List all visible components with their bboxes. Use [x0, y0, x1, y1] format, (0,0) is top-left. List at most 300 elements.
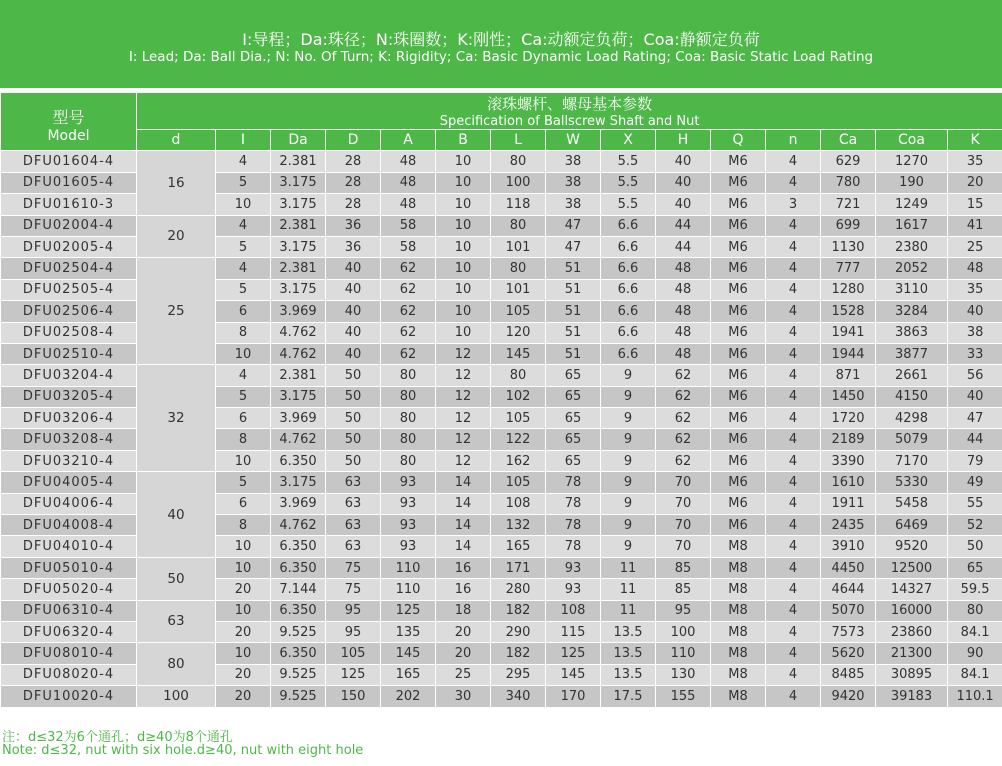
value-cell: 62	[656, 450, 711, 471]
value-cell: 6.6	[601, 215, 656, 236]
value-cell: 93	[546, 557, 601, 578]
value-cell: M6	[711, 322, 766, 343]
value-cell: 721	[821, 194, 876, 215]
value-cell: 5.5	[601, 194, 656, 215]
value-cell: 5	[216, 172, 271, 193]
legend-en: I: Lead; Da: Ball Dia.; N: No. Of Turn; K: Rigidity; Ca: Basic Dynamic Load Rating; Coa: Basic Static Load Rating	[128, 49, 874, 65]
value-cell: 20	[216, 664, 271, 685]
table-row	[1, 472, 1002, 493]
note-cn: 注：d≤32为6个通孔；d≥40为8个通孔	[2, 730, 233, 745]
value-cell: 48	[656, 322, 711, 343]
value-cell: 35	[948, 279, 1002, 300]
value-cell: 7.144	[271, 579, 326, 600]
value-cell: 4	[216, 215, 271, 236]
value-cell: 17.5	[601, 686, 656, 707]
value-cell: 58	[381, 215, 436, 236]
model-cell: DFU03206-4	[1, 408, 137, 429]
value-cell: 132	[491, 515, 546, 536]
model-cell: DFU04010-4	[1, 536, 137, 557]
ballscrew-spec-table	[0, 92, 1002, 708]
value-cell: 4	[766, 301, 821, 322]
value-cell: 18	[436, 600, 491, 621]
value-cell: 780	[821, 172, 876, 193]
value-cell: 84.1	[948, 621, 1002, 642]
value-cell: 280	[491, 579, 546, 600]
value-cell: 11	[601, 600, 656, 621]
value-cell: 41	[948, 215, 1002, 236]
table-row	[1, 215, 1002, 236]
value-cell: M6	[711, 194, 766, 215]
value-cell: 48	[948, 258, 1002, 279]
value-cell: 75	[326, 579, 381, 600]
value-cell: 9	[601, 408, 656, 429]
value-cell: 3910	[821, 536, 876, 557]
legend-cn: I:导程；Da:珠径；N:珠圈数；K:刚性；Ca:动额定负荷；Coa:静额定负荷	[242, 30, 760, 49]
value-cell: 4	[766, 408, 821, 429]
value-cell: 162	[491, 450, 546, 471]
value-cell: 70	[656, 515, 711, 536]
value-cell: 51	[546, 322, 601, 343]
value-cell: 62	[656, 408, 711, 429]
value-cell: 3.175	[271, 236, 326, 257]
value-cell: M6	[711, 386, 766, 407]
value-cell: 38	[546, 194, 601, 215]
value-cell: 6.6	[601, 236, 656, 257]
value-cell: M8	[711, 557, 766, 578]
value-cell: 25	[436, 664, 491, 685]
value-cell: 63	[326, 472, 381, 493]
value-cell: M8	[711, 621, 766, 642]
shaft-diameter-cell: 50	[137, 557, 216, 600]
value-cell: 78	[546, 515, 601, 536]
value-cell: 63	[326, 515, 381, 536]
value-cell: M8	[711, 686, 766, 707]
value-cell: 50	[326, 408, 381, 429]
value-cell: 10	[436, 151, 491, 172]
value-cell: 6.350	[271, 536, 326, 557]
value-cell: M6	[711, 450, 766, 471]
table-row	[1, 258, 1002, 279]
value-cell: 777	[821, 258, 876, 279]
value-cell: 1130	[821, 236, 876, 257]
value-cell: 4298	[876, 408, 948, 429]
value-cell: 6.350	[271, 600, 326, 621]
model-cell: DFU03208-4	[1, 429, 137, 450]
value-cell: 10	[436, 215, 491, 236]
value-cell: 48	[381, 172, 436, 193]
value-cell: 50	[326, 365, 381, 386]
value-cell: 28	[326, 194, 381, 215]
value-cell: 80	[381, 408, 436, 429]
value-cell: 93	[381, 515, 436, 536]
value-cell: 155	[656, 686, 711, 707]
value-cell: 5079	[876, 429, 948, 450]
value-cell: 4	[766, 236, 821, 257]
value-cell: M8	[711, 579, 766, 600]
value-cell: 10	[216, 557, 271, 578]
value-cell: 95	[326, 600, 381, 621]
column-header: Q	[711, 130, 766, 151]
value-cell: 125	[326, 664, 381, 685]
value-cell: 4	[766, 322, 821, 343]
model-cell: DFU03205-4	[1, 386, 137, 407]
value-cell: 14	[436, 536, 491, 557]
value-cell: 182	[491, 643, 546, 664]
column-header: W	[546, 130, 601, 151]
model-cell: DFU04006-4	[1, 493, 137, 514]
value-cell: 40	[326, 322, 381, 343]
value-cell: 80	[381, 429, 436, 450]
value-cell: 6	[216, 408, 271, 429]
column-header: Coa	[876, 130, 948, 151]
value-cell: M6	[711, 408, 766, 429]
model-cell: DFU01604-4	[1, 151, 137, 172]
value-cell: 110.1	[948, 686, 1002, 707]
value-cell: 80	[491, 215, 546, 236]
value-cell: 5620	[821, 643, 876, 664]
value-cell: 51	[546, 343, 601, 364]
value-cell: M6	[711, 493, 766, 514]
value-cell: 4	[766, 664, 821, 685]
value-cell: 5330	[876, 472, 948, 493]
model-header	[1, 93, 137, 151]
value-cell: 80	[381, 450, 436, 471]
value-cell: 100	[656, 621, 711, 642]
value-cell: 4	[766, 643, 821, 664]
value-cell: 75	[326, 557, 381, 578]
model-cell: DFU05010-4	[1, 557, 137, 578]
value-cell: M6	[711, 301, 766, 322]
value-cell: 5	[216, 386, 271, 407]
value-cell: 4	[766, 472, 821, 493]
value-cell: 130	[656, 664, 711, 685]
value-cell: 10	[436, 172, 491, 193]
model-header-cn: 型号	[52, 108, 85, 128]
value-cell: M6	[711, 279, 766, 300]
value-cell: 14	[436, 493, 491, 514]
value-cell: 93	[546, 579, 601, 600]
model-cell: DFU05020-4	[1, 579, 137, 600]
model-cell: DFU01605-4	[1, 172, 137, 193]
value-cell: 55	[948, 493, 1002, 514]
value-cell: 6.350	[271, 643, 326, 664]
value-cell: 1610	[821, 472, 876, 493]
value-cell: 62	[381, 343, 436, 364]
value-cell: 6.6	[601, 258, 656, 279]
value-cell: 2.381	[271, 258, 326, 279]
value-cell: 10	[216, 600, 271, 621]
value-cell: 5	[216, 472, 271, 493]
value-cell: 10	[436, 236, 491, 257]
value-cell: 4644	[821, 579, 876, 600]
value-cell: M8	[711, 600, 766, 621]
value-cell: 85	[656, 557, 711, 578]
value-cell: 4	[766, 557, 821, 578]
value-cell: 125	[381, 600, 436, 621]
value-cell: 5458	[876, 493, 948, 514]
value-cell: 3863	[876, 322, 948, 343]
value-cell: 4.762	[271, 515, 326, 536]
value-cell: 12	[436, 386, 491, 407]
value-cell: 51	[546, 258, 601, 279]
value-cell: 171	[491, 557, 546, 578]
value-cell: 39183	[876, 686, 948, 707]
value-cell: 5.5	[601, 172, 656, 193]
value-cell: 1528	[821, 301, 876, 322]
value-cell: M6	[711, 236, 766, 257]
value-cell: 44	[656, 236, 711, 257]
value-cell: 145	[381, 643, 436, 664]
value-cell: M6	[711, 215, 766, 236]
value-cell: 100	[491, 172, 546, 193]
value-cell: 93	[381, 472, 436, 493]
value-cell: 170	[546, 686, 601, 707]
value-cell: 165	[491, 536, 546, 557]
value-cell: 62	[656, 365, 711, 386]
value-cell: 2661	[876, 365, 948, 386]
shaft-diameter-cell: 80	[137, 643, 216, 686]
value-cell: 3	[766, 194, 821, 215]
value-cell: 4	[766, 686, 821, 707]
value-cell: 165	[381, 664, 436, 685]
value-cell: 108	[491, 493, 546, 514]
model-cell: DFU08020-4	[1, 664, 137, 685]
value-cell: 8	[216, 322, 271, 343]
value-cell: 13.5	[601, 664, 656, 685]
table-row	[1, 151, 1002, 172]
value-cell: 4	[766, 172, 821, 193]
value-cell: 3.175	[271, 194, 326, 215]
value-cell: 70	[656, 493, 711, 514]
value-cell: 70	[656, 536, 711, 557]
value-cell: 3.175	[271, 472, 326, 493]
value-cell: 6.6	[601, 279, 656, 300]
table-row	[1, 643, 1002, 664]
value-cell: 65	[546, 365, 601, 386]
column-header: K	[948, 130, 1002, 151]
value-cell: 63	[326, 493, 381, 514]
value-cell: 4.762	[271, 322, 326, 343]
value-cell: 9	[601, 493, 656, 514]
value-cell: 10	[436, 279, 491, 300]
value-cell: 90	[948, 643, 1002, 664]
value-cell: 48	[381, 151, 436, 172]
value-cell: 56	[948, 365, 1002, 386]
value-cell: 10	[216, 343, 271, 364]
value-cell: 105	[491, 301, 546, 322]
value-cell: 40	[656, 172, 711, 193]
value-cell: 120	[491, 322, 546, 343]
value-cell: 11	[601, 557, 656, 578]
value-cell: 1944	[821, 343, 876, 364]
value-cell: 2189	[821, 429, 876, 450]
shaft-diameter-cell: 63	[137, 600, 216, 643]
value-cell: 108	[546, 600, 601, 621]
value-cell: 62	[381, 301, 436, 322]
value-cell: 105	[491, 472, 546, 493]
value-cell: 62	[656, 429, 711, 450]
value-cell: 40	[656, 151, 711, 172]
value-cell: 95	[656, 600, 711, 621]
value-cell: 47	[546, 236, 601, 257]
value-cell: 20	[216, 621, 271, 642]
column-header-row	[1, 130, 1002, 151]
value-cell: 16000	[876, 600, 948, 621]
value-cell: 8485	[821, 664, 876, 685]
value-cell: 40	[326, 343, 381, 364]
value-cell: 2052	[876, 258, 948, 279]
model-cell: DFU04005-4	[1, 472, 137, 493]
value-cell: 36	[326, 236, 381, 257]
value-cell: M6	[711, 429, 766, 450]
model-cell: DFU01610-3	[1, 194, 137, 215]
value-cell: 3.969	[271, 408, 326, 429]
value-cell: 80	[491, 258, 546, 279]
value-cell: 4	[766, 579, 821, 600]
value-cell: 4	[766, 386, 821, 407]
model-cell: DFU02505-4	[1, 279, 137, 300]
value-cell: 4	[766, 621, 821, 642]
value-cell: 10	[436, 301, 491, 322]
value-cell: M6	[711, 172, 766, 193]
value-cell: 9.525	[271, 664, 326, 685]
model-cell: DFU04008-4	[1, 515, 137, 536]
value-cell: 12	[436, 343, 491, 364]
value-cell: 14	[436, 472, 491, 493]
value-cell: 49	[948, 472, 1002, 493]
header-banner	[0, 0, 1002, 88]
value-cell: 4	[766, 493, 821, 514]
value-cell: 51	[546, 301, 601, 322]
value-cell: 7170	[876, 450, 948, 471]
value-cell: 9520	[876, 536, 948, 557]
value-cell: 80	[491, 151, 546, 172]
value-cell: 150	[326, 686, 381, 707]
value-cell: 47	[546, 215, 601, 236]
column-header: I	[216, 130, 271, 151]
value-cell: 3877	[876, 343, 948, 364]
value-cell: 35	[948, 151, 1002, 172]
value-cell: 3.969	[271, 493, 326, 514]
column-header: D	[326, 130, 381, 151]
shaft-diameter-cell: 40	[137, 472, 216, 558]
value-cell: 4150	[876, 386, 948, 407]
value-cell: 14	[436, 515, 491, 536]
value-cell: 2435	[821, 515, 876, 536]
value-cell: 59.5	[948, 579, 1002, 600]
value-cell: 6.6	[601, 343, 656, 364]
value-cell: 115	[546, 621, 601, 642]
value-cell: 80	[381, 386, 436, 407]
note-en: Note: d≤32, nut with six hole.d≥40, nut with eight hole	[2, 743, 364, 758]
value-cell: 20	[436, 621, 491, 642]
value-cell: 40	[656, 194, 711, 215]
model-cell: DFU02005-4	[1, 236, 137, 257]
value-cell: 12	[436, 429, 491, 450]
value-cell: 12	[436, 365, 491, 386]
value-cell: 9	[601, 515, 656, 536]
value-cell: 5070	[821, 600, 876, 621]
value-cell: 48	[656, 301, 711, 322]
value-cell: 9	[601, 536, 656, 557]
value-cell: 3284	[876, 301, 948, 322]
value-cell: 13.5	[601, 643, 656, 664]
value-cell: 48	[381, 194, 436, 215]
model-header-en: Model	[47, 128, 90, 145]
shaft-diameter-cell: 16	[137, 151, 216, 215]
value-cell: 3.175	[271, 279, 326, 300]
value-cell: 182	[491, 600, 546, 621]
value-cell: 20	[948, 172, 1002, 193]
value-cell: 30	[436, 686, 491, 707]
value-cell: 5	[216, 236, 271, 257]
value-cell: 12500	[876, 557, 948, 578]
value-cell: 10	[216, 536, 271, 557]
value-cell: 2.381	[271, 215, 326, 236]
value-cell: 63	[326, 536, 381, 557]
model-cell: DFU08010-4	[1, 643, 137, 664]
value-cell: 48	[656, 343, 711, 364]
value-cell: 78	[546, 472, 601, 493]
value-cell: 50	[326, 450, 381, 471]
value-cell: M6	[711, 365, 766, 386]
value-cell: 125	[546, 643, 601, 664]
value-cell: 118	[491, 194, 546, 215]
value-cell: 16	[436, 579, 491, 600]
value-cell: 1249	[876, 194, 948, 215]
value-cell: 4450	[821, 557, 876, 578]
value-cell: 44	[948, 429, 1002, 450]
value-cell: 110	[381, 557, 436, 578]
value-cell: 36	[326, 215, 381, 236]
value-cell: 6	[216, 493, 271, 514]
model-cell: DFU06310-4	[1, 600, 137, 621]
value-cell: 50	[326, 386, 381, 407]
shaft-diameter-cell: 32	[137, 365, 216, 472]
value-cell: 1450	[821, 386, 876, 407]
value-cell: 13.5	[601, 621, 656, 642]
value-cell: 3.175	[271, 386, 326, 407]
value-cell: 4	[766, 151, 821, 172]
value-cell: 4	[216, 365, 271, 386]
value-cell: 4.762	[271, 343, 326, 364]
value-cell: 2.381	[271, 151, 326, 172]
value-cell: 4	[766, 343, 821, 364]
value-cell: 3110	[876, 279, 948, 300]
value-cell: 80	[948, 600, 1002, 621]
value-cell: 9.525	[271, 686, 326, 707]
column-header: H	[656, 130, 711, 151]
value-cell: 12	[436, 450, 491, 471]
value-cell: 38	[546, 151, 601, 172]
value-cell: 65	[546, 386, 601, 407]
value-cell: 1720	[821, 408, 876, 429]
value-cell: M6	[711, 151, 766, 172]
value-cell: 871	[821, 365, 876, 386]
model-cell: DFU02510-4	[1, 343, 137, 364]
value-cell: 2380	[876, 236, 948, 257]
value-cell: 7573	[821, 621, 876, 642]
value-cell: M6	[711, 258, 766, 279]
shaft-diameter-cell: 100	[137, 686, 216, 707]
value-cell: 6.6	[601, 301, 656, 322]
value-cell: M6	[711, 343, 766, 364]
value-cell: 28	[326, 172, 381, 193]
value-cell: 21300	[876, 643, 948, 664]
value-cell: 40	[326, 258, 381, 279]
model-cell: DFU10020-4	[1, 686, 137, 707]
value-cell: 9	[601, 365, 656, 386]
